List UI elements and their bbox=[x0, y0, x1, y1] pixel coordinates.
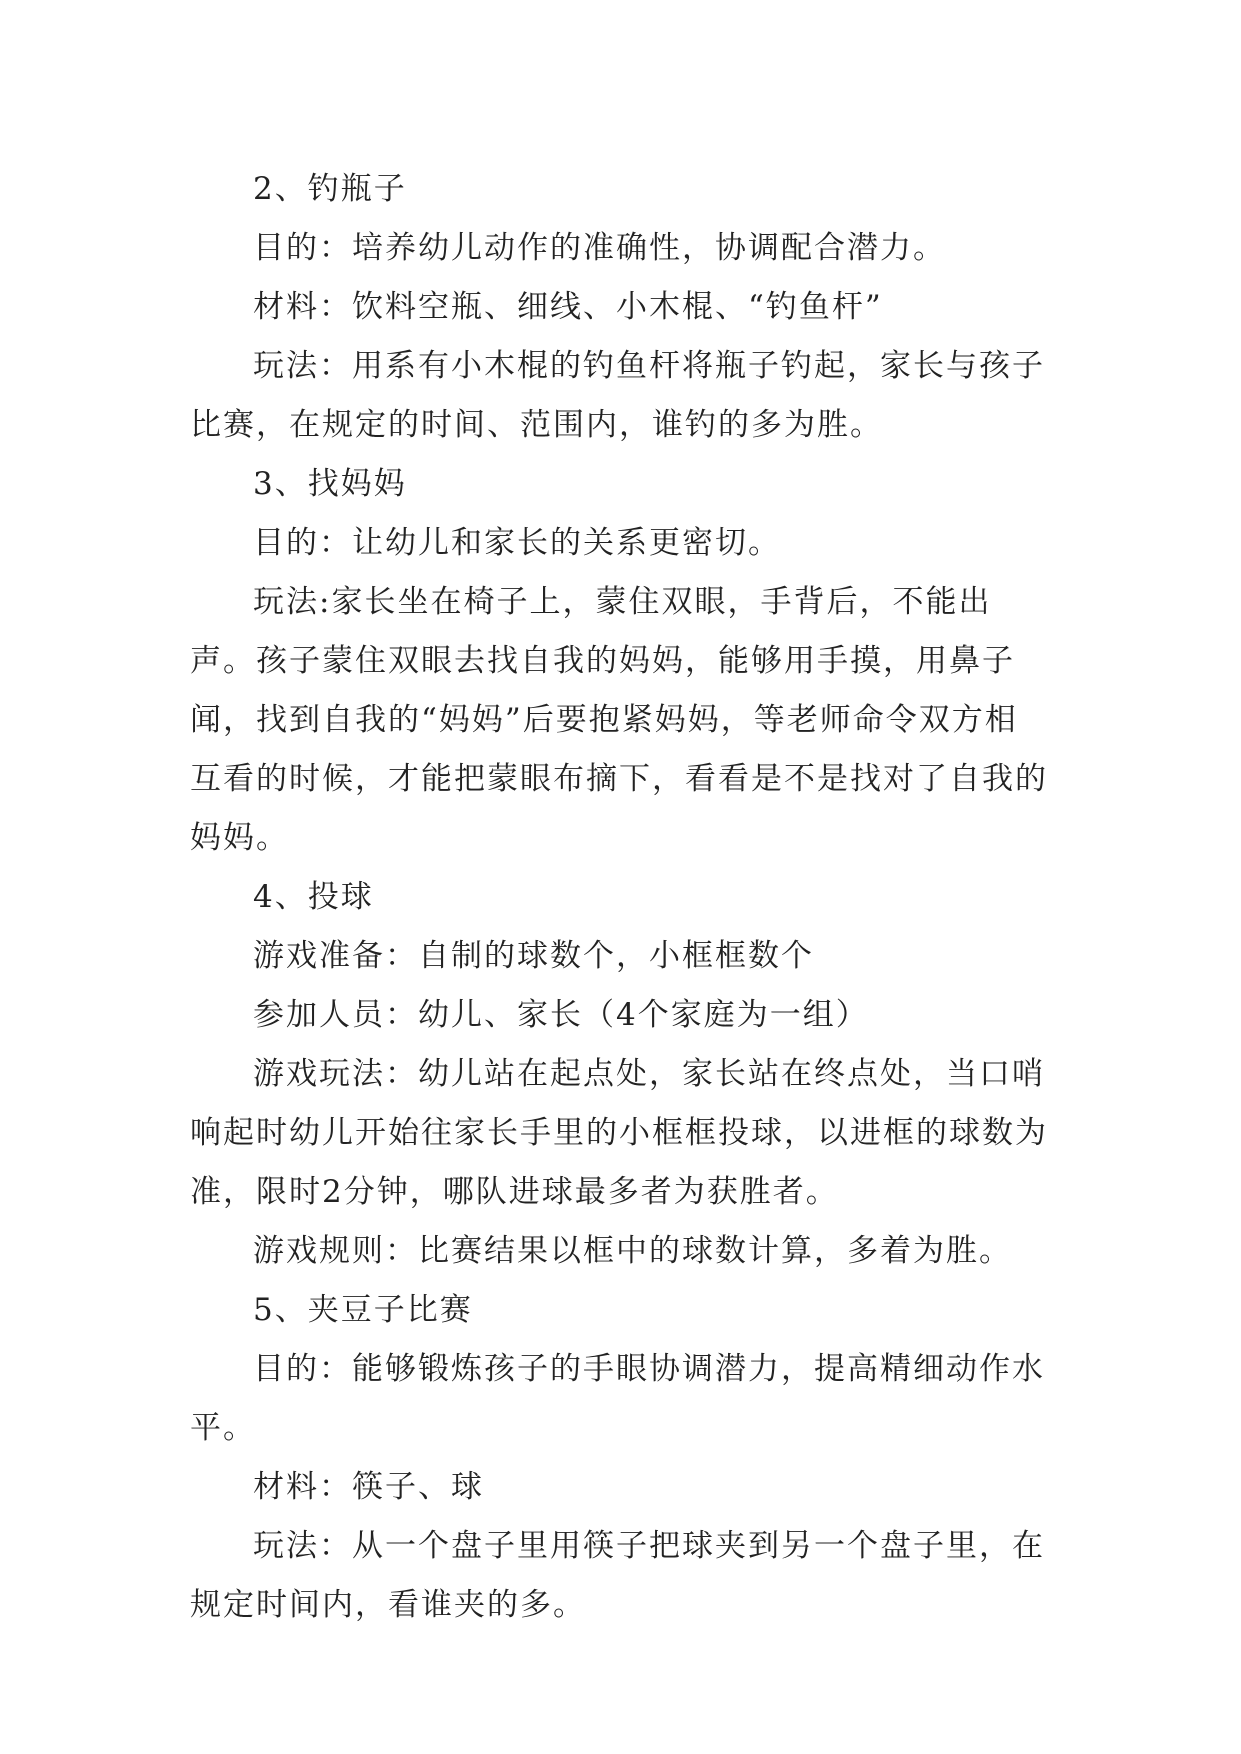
paragraph: 材料：饮料空瓶、细线、小木棍、“钓鱼杆” bbox=[253, 289, 883, 325]
paragraph: 玩法:家长坐在椅子上，蒙住双眼，手背后，不能出声。孩子蒙住双眼去找自我的妈妈，能够用手摸，用鼻子闻，找到自我的“妈妈”后要抱紧妈妈，等老师命令双方相互看的时候，才能把蒙眼布摘下，看看是不是找对了自我的妈妈。 bbox=[190, 584, 1048, 856]
paragraph: 目的：培养幼儿动作的准确性，协调配合潜力。 bbox=[253, 230, 946, 266]
paragraph: 游戏准备：自制的球数个，小框框数个 bbox=[253, 938, 814, 974]
paragraph: 游戏规则：比赛结果以框中的球数计算，多着为胜。 bbox=[253, 1233, 1012, 1269]
paragraph: 目的：能够锻炼孩子的手眼协调潜力，提高精细动作水平。 bbox=[190, 1351, 1045, 1446]
paragraph: 材料：筷子、球 bbox=[253, 1469, 484, 1505]
paragraph: 目的：让幼儿和家长的关系更密切。 bbox=[253, 525, 781, 561]
section-heading-3: 3、找妈妈 bbox=[253, 466, 407, 502]
paragraph: 游戏玩法：幼儿站在起点处，家长站在终点处，当口哨响起时幼儿开始往家长手里的小框框投球，以进框的球数为准，限时2分钟，哪队进球最多者为获胜者。 bbox=[190, 1056, 1048, 1210]
section-heading-4: 4、投球 bbox=[253, 879, 374, 915]
section-heading-5: 5、夹豆子比赛 bbox=[253, 1292, 473, 1328]
document-body bbox=[190, 160, 1050, 1635]
section-heading-2: 2、钓瓶子 bbox=[253, 171, 407, 207]
paragraph: 玩法：从一个盘子里用筷子把球夹到另一个盘子里，在规定时间内，看谁夹的多。 bbox=[190, 1528, 1045, 1623]
paragraph: 玩法：用系有小木棍的钓鱼杆将瓶子钓起，家长与孩子比赛，在规定的时间、范围内，谁钓的多为胜。 bbox=[190, 348, 1045, 443]
paragraph: 参加人员：幼儿、家长（4个家庭为一组） bbox=[253, 997, 869, 1033]
